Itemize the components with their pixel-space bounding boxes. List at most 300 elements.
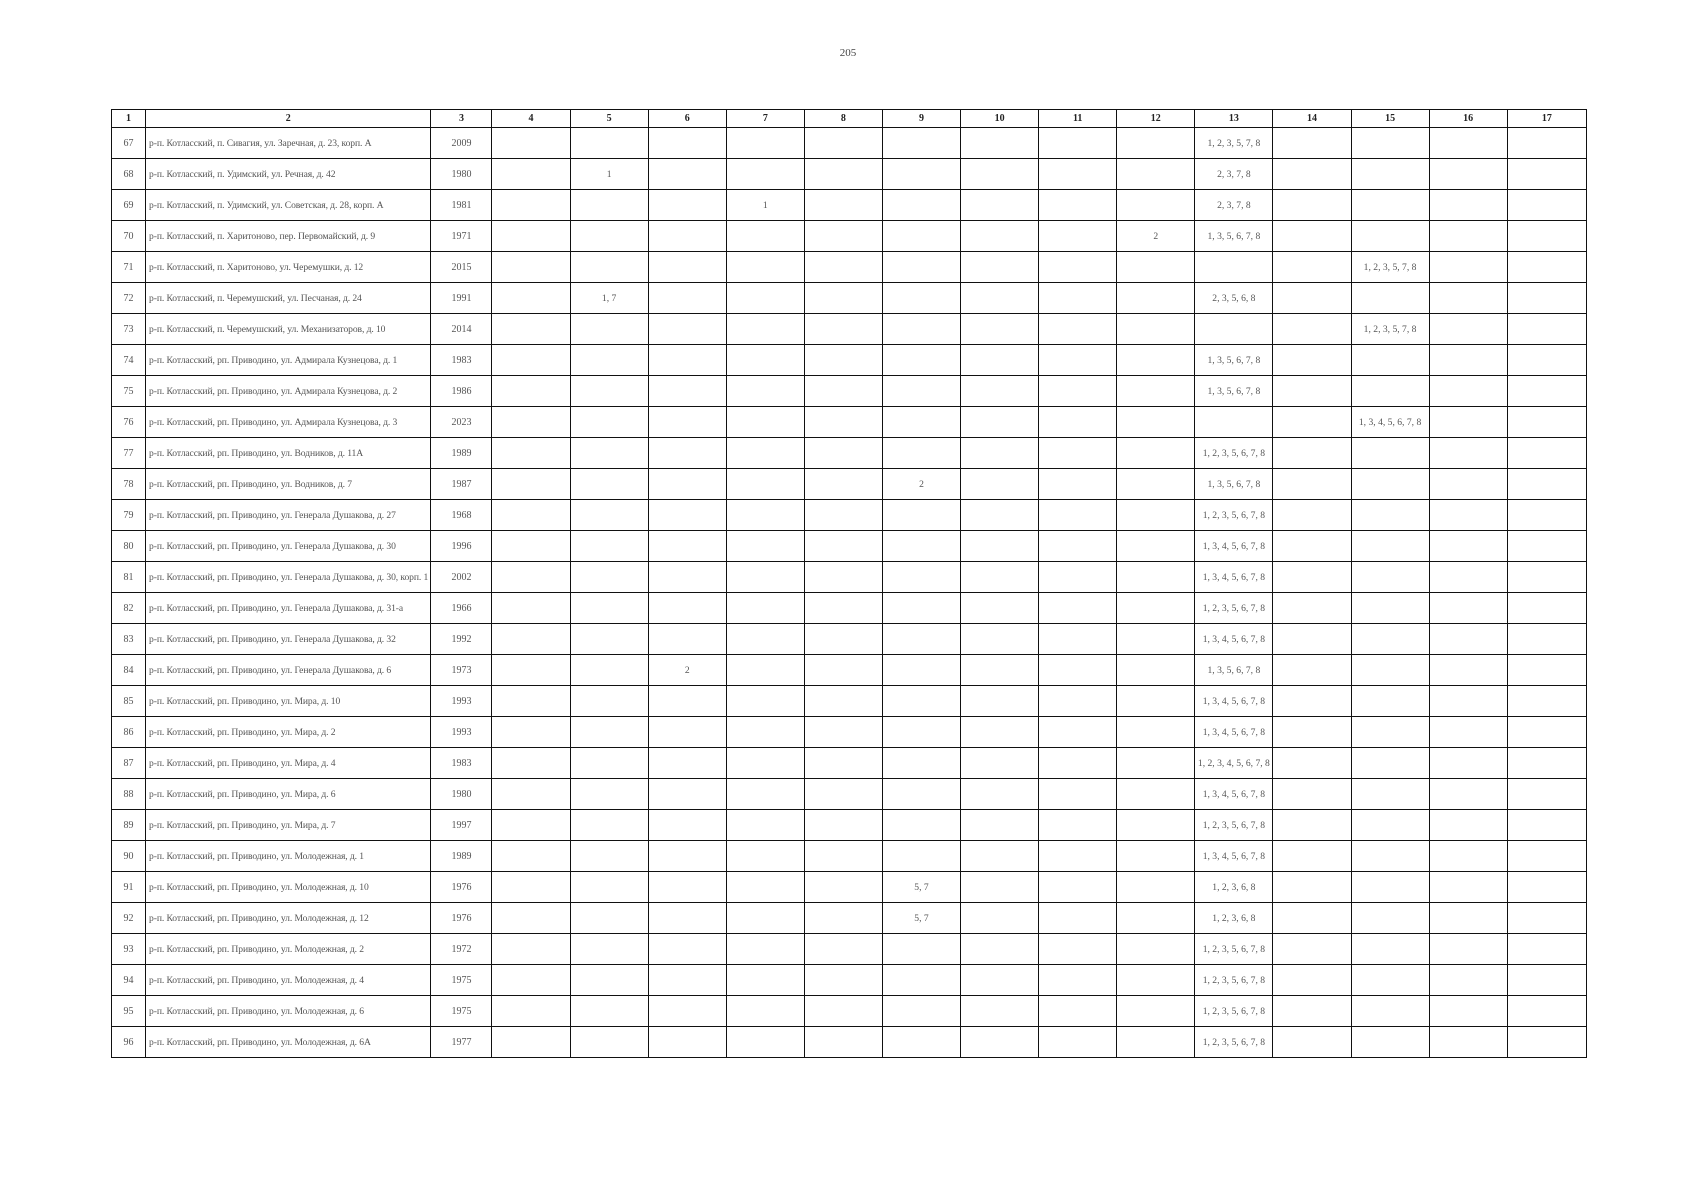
column-header-9: 9 <box>882 110 960 128</box>
column-14-cell <box>1273 593 1351 624</box>
column-7-cell <box>726 376 804 407</box>
column-header-1: 1 <box>112 110 146 128</box>
column-15-cell <box>1351 655 1429 686</box>
column-10-cell <box>961 965 1039 996</box>
column-14-cell <box>1273 190 1351 221</box>
column-11-cell <box>1039 159 1117 190</box>
year-cell: 1993 <box>431 717 492 748</box>
column-6-cell <box>648 779 726 810</box>
column-17-cell <box>1507 903 1586 934</box>
column-10-cell <box>961 190 1039 221</box>
table-row <box>112 345 1587 376</box>
column-9-cell <box>882 345 960 376</box>
column-15-cell <box>1351 810 1429 841</box>
column-8-cell <box>804 748 882 779</box>
column-15-cell <box>1351 345 1429 376</box>
column-15-cell: 1, 2, 3, 5, 7, 8 <box>1351 252 1429 283</box>
table-row <box>112 779 1587 810</box>
column-10-cell <box>961 345 1039 376</box>
column-13-cell: 1, 2, 3, 4, 5, 6, 7, 8 <box>1195 748 1273 779</box>
column-6-cell <box>648 128 726 159</box>
column-10-cell <box>961 686 1039 717</box>
column-11-cell <box>1039 500 1117 531</box>
column-10-cell <box>961 779 1039 810</box>
column-16-cell <box>1429 221 1507 252</box>
year-cell: 2023 <box>431 407 492 438</box>
row-number-cell: 95 <box>112 996 146 1027</box>
column-5-cell <box>570 221 648 252</box>
column-8-cell <box>804 438 882 469</box>
column-11-cell <box>1039 407 1117 438</box>
column-9-cell <box>882 1027 960 1058</box>
column-10-cell <box>961 593 1039 624</box>
table-row <box>112 314 1587 345</box>
column-15-cell <box>1351 190 1429 221</box>
column-6-cell <box>648 562 726 593</box>
column-4-cell <box>492 252 570 283</box>
row-number-cell: 93 <box>112 934 146 965</box>
column-7-cell <box>726 624 804 655</box>
column-5-cell <box>570 624 648 655</box>
table-row <box>112 593 1587 624</box>
column-16-cell <box>1429 252 1507 283</box>
column-4-cell <box>492 376 570 407</box>
column-17-cell <box>1507 407 1586 438</box>
column-5-cell <box>570 314 648 345</box>
column-7-cell <box>726 810 804 841</box>
column-8-cell <box>804 252 882 283</box>
column-4-cell <box>492 562 570 593</box>
column-15-cell <box>1351 779 1429 810</box>
column-8-cell <box>804 159 882 190</box>
column-17-cell <box>1507 779 1586 810</box>
table-row <box>112 128 1587 159</box>
column-5-cell <box>570 996 648 1027</box>
table-row <box>112 562 1587 593</box>
row-number-cell: 71 <box>112 252 146 283</box>
column-5-cell <box>570 841 648 872</box>
column-15-cell <box>1351 469 1429 500</box>
year-cell: 2009 <box>431 128 492 159</box>
column-5-cell <box>570 407 648 438</box>
column-16-cell <box>1429 376 1507 407</box>
column-12-cell <box>1117 500 1195 531</box>
row-number-cell: 82 <box>112 593 146 624</box>
column-5-cell <box>570 562 648 593</box>
column-10-cell <box>961 407 1039 438</box>
column-17-cell <box>1507 345 1586 376</box>
column-10-cell <box>961 996 1039 1027</box>
column-14-cell <box>1273 655 1351 686</box>
column-16-cell <box>1429 934 1507 965</box>
column-15-cell <box>1351 841 1429 872</box>
column-10-cell <box>961 810 1039 841</box>
column-9-cell <box>882 407 960 438</box>
column-12-cell <box>1117 779 1195 810</box>
column-7-cell <box>726 593 804 624</box>
address-cell: р-п. Котласский, рп. Приводино, ул. Мира, д. 6 <box>146 779 431 810</box>
column-15-cell <box>1351 934 1429 965</box>
address-cell: р-п. Котласский, рп. Приводино, ул. Молодежная, д. 1 <box>146 841 431 872</box>
row-number-cell: 74 <box>112 345 146 376</box>
column-9-cell <box>882 221 960 252</box>
row-number-cell: 69 <box>112 190 146 221</box>
column-5-cell <box>570 438 648 469</box>
column-9-cell <box>882 314 960 345</box>
column-10-cell <box>961 903 1039 934</box>
column-8-cell <box>804 965 882 996</box>
column-13-cell: 1, 3, 4, 5, 6, 7, 8 <box>1195 624 1273 655</box>
column-5-cell <box>570 810 648 841</box>
column-8-cell <box>804 593 882 624</box>
column-17-cell <box>1507 686 1586 717</box>
table-row <box>112 872 1587 903</box>
column-9-cell <box>882 500 960 531</box>
column-10-cell <box>961 128 1039 159</box>
column-4-cell <box>492 965 570 996</box>
column-10-cell <box>961 500 1039 531</box>
column-9-cell <box>882 748 960 779</box>
column-14-cell <box>1273 376 1351 407</box>
column-10-cell <box>961 221 1039 252</box>
column-12-cell <box>1117 128 1195 159</box>
column-16-cell <box>1429 190 1507 221</box>
column-4-cell <box>492 593 570 624</box>
column-11-cell <box>1039 841 1117 872</box>
column-9-cell <box>882 996 960 1027</box>
column-11-cell <box>1039 252 1117 283</box>
column-17-cell <box>1507 531 1586 562</box>
column-8-cell <box>804 1027 882 1058</box>
column-13-cell: 2, 3, 7, 8 <box>1195 159 1273 190</box>
column-11-cell <box>1039 903 1117 934</box>
column-5-cell <box>570 1027 648 1058</box>
column-4-cell <box>492 655 570 686</box>
row-number-cell: 84 <box>112 655 146 686</box>
column-13-cell: 1, 3, 4, 5, 6, 7, 8 <box>1195 686 1273 717</box>
column-17-cell <box>1507 996 1586 1027</box>
column-7-cell <box>726 686 804 717</box>
row-number-cell: 88 <box>112 779 146 810</box>
year-cell: 1981 <box>431 190 492 221</box>
column-17-cell <box>1507 159 1586 190</box>
column-8-cell <box>804 407 882 438</box>
column-7-cell <box>726 345 804 376</box>
column-9-cell <box>882 841 960 872</box>
column-12-cell <box>1117 469 1195 500</box>
column-9-cell <box>882 376 960 407</box>
column-8-cell <box>804 283 882 314</box>
column-header-13: 13 <box>1195 110 1273 128</box>
column-10-cell <box>961 252 1039 283</box>
column-11-cell <box>1039 810 1117 841</box>
column-6-cell <box>648 221 726 252</box>
column-9-cell <box>882 934 960 965</box>
column-6-cell <box>648 159 726 190</box>
address-cell: р-п. Котласский, рп. Приводино, ул. Генерала Душакова, д. 32 <box>146 624 431 655</box>
table-row <box>112 965 1587 996</box>
column-13-cell: 1, 3, 5, 6, 7, 8 <box>1195 345 1273 376</box>
table-row <box>112 903 1587 934</box>
column-10-cell <box>961 717 1039 748</box>
column-header-2: 2 <box>146 110 431 128</box>
column-5-cell <box>570 593 648 624</box>
column-12-cell <box>1117 934 1195 965</box>
column-11-cell <box>1039 221 1117 252</box>
column-12-cell <box>1117 438 1195 469</box>
column-10-cell <box>961 376 1039 407</box>
table-row <box>112 717 1587 748</box>
address-cell: р-п. Котласский, рп. Приводино, ул. Мира, д. 4 <box>146 748 431 779</box>
column-14-cell <box>1273 438 1351 469</box>
row-number-cell: 89 <box>112 810 146 841</box>
column-8-cell <box>804 314 882 345</box>
column-10-cell <box>961 872 1039 903</box>
column-9-cell <box>882 190 960 221</box>
column-5-cell <box>570 934 648 965</box>
column-4-cell <box>492 190 570 221</box>
year-cell: 1992 <box>431 624 492 655</box>
column-13-cell: 1, 2, 3, 6, 8 <box>1195 872 1273 903</box>
table-row <box>112 531 1587 562</box>
column-17-cell <box>1507 593 1586 624</box>
column-6-cell <box>648 686 726 717</box>
column-4-cell <box>492 872 570 903</box>
column-10-cell <box>961 531 1039 562</box>
column-6-cell <box>648 190 726 221</box>
address-cell: р-п. Котласский, п. Сивагия, ул. Заречная, д. 23, корп. А <box>146 128 431 159</box>
row-number-cell: 73 <box>112 314 146 345</box>
column-16-cell <box>1429 469 1507 500</box>
column-17-cell <box>1507 314 1586 345</box>
column-14-cell <box>1273 221 1351 252</box>
column-16-cell <box>1429 283 1507 314</box>
year-cell: 1993 <box>431 686 492 717</box>
year-cell: 1975 <box>431 965 492 996</box>
column-header-15: 15 <box>1351 110 1429 128</box>
column-8-cell <box>804 686 882 717</box>
column-8-cell <box>804 531 882 562</box>
column-14-cell <box>1273 779 1351 810</box>
column-12-cell <box>1117 376 1195 407</box>
column-7-cell <box>726 562 804 593</box>
column-12-cell <box>1117 593 1195 624</box>
row-number-cell: 85 <box>112 686 146 717</box>
column-5-cell <box>570 376 648 407</box>
year-cell: 1983 <box>431 345 492 376</box>
column-12-cell <box>1117 903 1195 934</box>
column-8-cell <box>804 717 882 748</box>
address-cell: р-п. Котласский, рп. Приводино, ул. Мира, д. 2 <box>146 717 431 748</box>
column-header-12: 12 <box>1117 110 1195 128</box>
table-row <box>112 283 1587 314</box>
column-11-cell <box>1039 469 1117 500</box>
column-16-cell <box>1429 345 1507 376</box>
column-13-cell: 1, 3, 4, 5, 6, 7, 8 <box>1195 779 1273 810</box>
column-4-cell <box>492 1027 570 1058</box>
column-6-cell <box>648 934 726 965</box>
table-row <box>112 407 1587 438</box>
column-17-cell <box>1507 748 1586 779</box>
column-15-cell: 1, 2, 3, 5, 7, 8 <box>1351 314 1429 345</box>
column-13-cell: 1, 3, 4, 5, 6, 7, 8 <box>1195 841 1273 872</box>
row-number-cell: 77 <box>112 438 146 469</box>
column-4-cell <box>492 159 570 190</box>
column-12-cell <box>1117 686 1195 717</box>
column-14-cell <box>1273 717 1351 748</box>
column-5-cell <box>570 872 648 903</box>
column-11-cell <box>1039 593 1117 624</box>
column-11-cell <box>1039 345 1117 376</box>
column-11-cell <box>1039 872 1117 903</box>
column-15-cell <box>1351 159 1429 190</box>
row-number-cell: 80 <box>112 531 146 562</box>
column-header-10: 10 <box>961 110 1039 128</box>
column-9-cell <box>882 779 960 810</box>
column-17-cell <box>1507 1027 1586 1058</box>
column-12-cell <box>1117 283 1195 314</box>
column-13-cell: 1, 2, 3, 5, 6, 7, 8 <box>1195 996 1273 1027</box>
column-9-cell <box>882 686 960 717</box>
column-4-cell <box>492 624 570 655</box>
column-9-cell <box>882 252 960 283</box>
column-12-cell <box>1117 531 1195 562</box>
column-10-cell <box>961 469 1039 500</box>
column-6-cell <box>648 748 726 779</box>
column-15-cell <box>1351 562 1429 593</box>
column-16-cell <box>1429 1027 1507 1058</box>
column-12-cell: 2 <box>1117 221 1195 252</box>
column-7-cell <box>726 314 804 345</box>
address-cell: р-п. Котласский, рп. Приводино, ул. Адмирала Кузнецова, д. 2 <box>146 376 431 407</box>
column-4-cell <box>492 686 570 717</box>
column-14-cell <box>1273 407 1351 438</box>
column-13-cell: 1, 2, 3, 5, 6, 7, 8 <box>1195 965 1273 996</box>
address-cell: р-п. Котласский, рп. Приводино, ул. Водников, д. 11А <box>146 438 431 469</box>
column-14-cell <box>1273 748 1351 779</box>
column-17-cell <box>1507 717 1586 748</box>
column-5-cell <box>570 903 648 934</box>
column-header-5: 5 <box>570 110 648 128</box>
column-13-cell <box>1195 252 1273 283</box>
column-12-cell <box>1117 1027 1195 1058</box>
column-11-cell <box>1039 314 1117 345</box>
column-11-cell <box>1039 934 1117 965</box>
column-5-cell: 1 <box>570 159 648 190</box>
column-4-cell <box>492 469 570 500</box>
column-5-cell: 1, 7 <box>570 283 648 314</box>
column-7-cell <box>726 903 804 934</box>
column-13-cell: 1, 2, 3, 5, 6, 7, 8 <box>1195 500 1273 531</box>
column-8-cell <box>804 345 882 376</box>
column-7-cell <box>726 872 804 903</box>
column-17-cell <box>1507 438 1586 469</box>
column-6-cell <box>648 872 726 903</box>
column-5-cell <box>570 531 648 562</box>
column-17-cell <box>1507 252 1586 283</box>
column-7-cell <box>726 841 804 872</box>
table-row <box>112 810 1587 841</box>
year-cell: 1983 <box>431 748 492 779</box>
column-7-cell <box>726 407 804 438</box>
column-13-cell: 1, 3, 5, 6, 7, 8 <box>1195 221 1273 252</box>
column-header-3: 3 <box>431 110 492 128</box>
column-14-cell <box>1273 128 1351 159</box>
row-number-cell: 67 <box>112 128 146 159</box>
address-cell: р-п. Котласский, п. Черемушский, ул. Механизаторов, д. 10 <box>146 314 431 345</box>
column-13-cell: 1, 3, 5, 6, 7, 8 <box>1195 655 1273 686</box>
column-16-cell <box>1429 500 1507 531</box>
column-15-cell <box>1351 624 1429 655</box>
column-7-cell <box>726 221 804 252</box>
column-9-cell <box>882 717 960 748</box>
column-12-cell <box>1117 252 1195 283</box>
address-cell: р-п. Котласский, рп. Приводино, ул. Молодежная, д. 10 <box>146 872 431 903</box>
column-4-cell <box>492 128 570 159</box>
table-row <box>112 376 1587 407</box>
column-14-cell <box>1273 934 1351 965</box>
column-14-cell <box>1273 159 1351 190</box>
year-cell: 1973 <box>431 655 492 686</box>
year-cell: 1977 <box>431 1027 492 1058</box>
column-12-cell <box>1117 996 1195 1027</box>
column-7-cell <box>726 283 804 314</box>
column-7-cell <box>726 128 804 159</box>
address-cell: р-п. Котласский, рп. Приводино, ул. Молодежная, д. 12 <box>146 903 431 934</box>
column-8-cell <box>804 810 882 841</box>
column-13-cell: 1, 3, 4, 5, 6, 7, 8 <box>1195 562 1273 593</box>
column-8-cell <box>804 469 882 500</box>
year-cell: 1972 <box>431 934 492 965</box>
column-10-cell <box>961 438 1039 469</box>
column-4-cell <box>492 314 570 345</box>
column-12-cell <box>1117 965 1195 996</box>
year-cell: 1976 <box>431 903 492 934</box>
year-cell: 1987 <box>431 469 492 500</box>
address-cell: р-п. Котласский, рп. Приводино, ул. Генерала Душакова, д. 30 <box>146 531 431 562</box>
column-header-8: 8 <box>804 110 882 128</box>
column-14-cell <box>1273 345 1351 376</box>
column-17-cell <box>1507 376 1586 407</box>
column-12-cell <box>1117 314 1195 345</box>
table-header <box>112 110 1587 128</box>
column-12-cell <box>1117 159 1195 190</box>
address-cell: р-п. Котласский, рп. Приводино, ул. Молодежная, д. 6 <box>146 996 431 1027</box>
column-4-cell <box>492 779 570 810</box>
column-14-cell <box>1273 903 1351 934</box>
column-17-cell <box>1507 221 1586 252</box>
column-11-cell <box>1039 376 1117 407</box>
column-9-cell <box>882 128 960 159</box>
column-5-cell <box>570 779 648 810</box>
column-8-cell <box>804 779 882 810</box>
address-cell: р-п. Котласский, рп. Приводино, ул. Генерала Душакова, д. 27 <box>146 500 431 531</box>
column-12-cell <box>1117 407 1195 438</box>
column-15-cell <box>1351 221 1429 252</box>
column-14-cell <box>1273 252 1351 283</box>
column-16-cell <box>1429 841 1507 872</box>
column-8-cell <box>804 500 882 531</box>
column-8-cell <box>804 872 882 903</box>
column-8-cell <box>804 221 882 252</box>
row-number-cell: 68 <box>112 159 146 190</box>
column-9-cell <box>882 531 960 562</box>
page-number: 205 <box>839 47 857 59</box>
column-11-cell <box>1039 1027 1117 1058</box>
table-row <box>112 221 1587 252</box>
column-15-cell <box>1351 438 1429 469</box>
column-11-cell <box>1039 438 1117 469</box>
